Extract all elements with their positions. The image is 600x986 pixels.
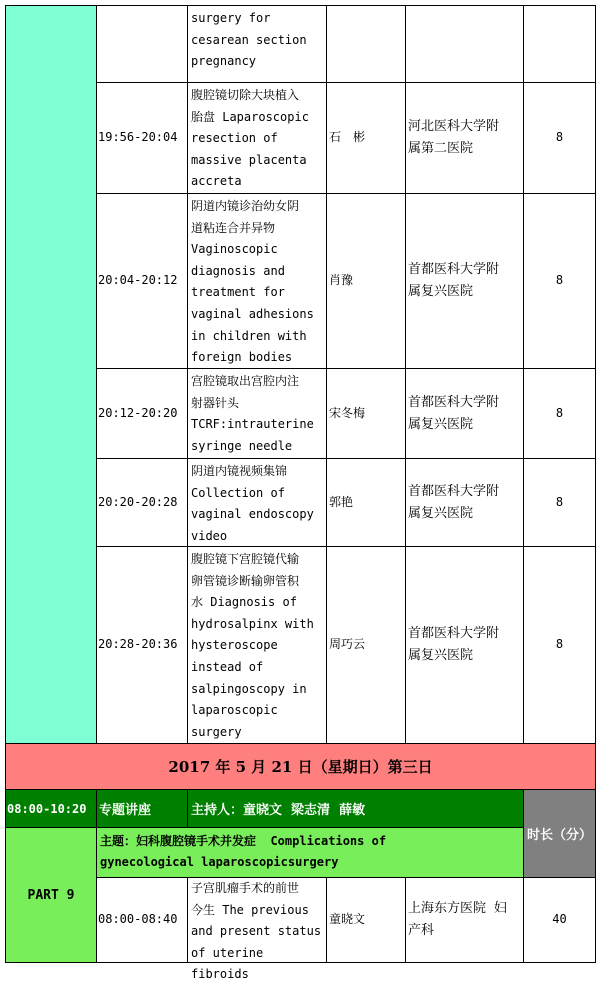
day-banner: 2017 年 5 月 21 日（星期日）第三日 (5, 744, 596, 790)
row-3-duration: 8 (524, 369, 596, 459)
row-3-institution: 首都医科大学附 属复兴医院 (406, 369, 524, 459)
duration-header: 时长（分） (524, 790, 596, 878)
row-5-institution: 首都医科大学附 属复兴医院 (406, 547, 524, 744)
d3-row-title: 子宫肌瘤手术的前世 今生 The previous and present status of uterine fibroids (188, 878, 327, 963)
row-1-speaker: 石 彬 (327, 83, 406, 194)
row-1-time: 19:56-20:04 (97, 83, 188, 194)
session-theme (97, 828, 524, 878)
theme-line-1: 主题：妇科腹腔镜手术并发症 Complications of (100, 834, 387, 848)
d3-row-duration: 40 (524, 878, 596, 963)
row-2-speaker: 肖豫 (327, 194, 406, 369)
row-3-speaker: 宋冬梅 (327, 369, 406, 459)
session-hosts: 主持人：童晓文 梁志清 薛敏 (188, 790, 524, 828)
row-3-title: 宫腔镜取出宫腔内注 射器针头 TCRF:intrauterine syringe needle (188, 369, 327, 459)
d3-row-institution: 上海东方医院 妇 产科 (406, 878, 524, 963)
row-5-time: 20:28-20:36 (97, 547, 188, 744)
row-0-institution (406, 5, 524, 83)
row-1-institution: 河北医科大学附 属第二医院 (406, 83, 524, 194)
row-5-title: 腹腔镜下宫腔镜代输 卵管镜诊断输卵管积 水 Diagnosis of hydrosalpinx with hysteroscope instead of salpingoscopy in laparoscopic surgery (188, 547, 327, 744)
theme-line-2: gynecological laparoscopicsurgery (100, 855, 339, 869)
row-2-time: 20:04-20:12 (97, 194, 188, 369)
row-4-title: 阴道内镜视频集锦 Collection of vaginal endoscopy video (188, 459, 327, 547)
row-4-institution: 首都医科大学附 属复兴医院 (406, 459, 524, 547)
part-label: PART 9 (5, 828, 97, 963)
row-0-speaker (327, 5, 406, 83)
session-time: 08:00-10:20 (5, 790, 97, 828)
row-1-title: 腹腔镜切除大块植入 胎盘 Laparoscopic resection of massive placenta accreta (188, 83, 327, 194)
session-type: 专题讲座 (97, 790, 188, 828)
row-5-speaker: 周巧云 (327, 547, 406, 744)
row-0-time (97, 5, 188, 83)
row-2-title: 阴道内镜诊治幼女阴 道粘连合并异物 Vaginoscopic diagnosis and treatment for vaginal adhesions in children with foreign bodies (188, 194, 327, 369)
row-4-time: 20:20-20:28 (97, 459, 188, 547)
row-1-duration: 8 (524, 83, 596, 194)
row-4-speaker: 郭艳 (327, 459, 406, 547)
row-0-title: surgery for cesarean section pregnancy (188, 5, 327, 83)
row-2-institution: 首都医科大学附 属复兴医院 (406, 194, 524, 369)
d3-row-time: 08:00-08:40 (97, 878, 188, 963)
row-5-duration: 8 (524, 547, 596, 744)
row-0-duration (524, 5, 596, 83)
part-cell-top (5, 5, 97, 744)
row-4-duration: 8 (524, 459, 596, 547)
row-3-time: 20:12-20:20 (97, 369, 188, 459)
d3-row-speaker: 童晓文 (327, 878, 406, 963)
row-2-duration: 8 (524, 194, 596, 369)
